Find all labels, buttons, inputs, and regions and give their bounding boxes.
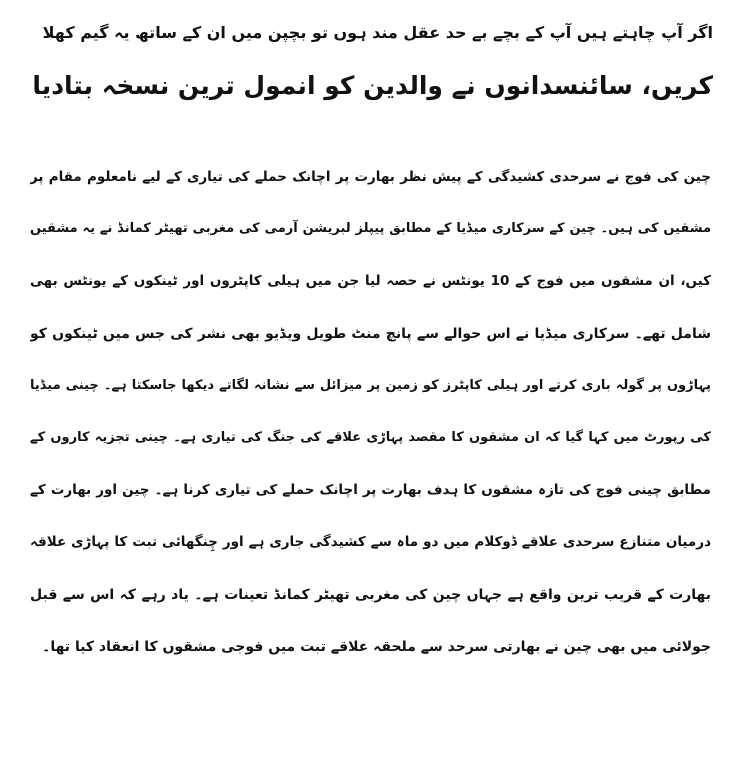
article-line: کی رپورٹ میں کہا گیا کہ ان مشقوں کا مقصد پہاڑی علاقے کی جنگ کی تیاری ہے۔ چینی تجزیہ کاروں کے: [30, 429, 711, 445]
headline-line: کریں، سائنسدانوں نے والدین کو انمول ترین نسخہ بتادیا: [32, 71, 713, 100]
article-line: کیں، ان مشقوں میں فوج کے 10 یونٹس نے حصہ لیا جن میں ہیلی کاپٹروں اور ٹینکوں کے یونٹس بھی: [30, 273, 711, 290]
article-line: مطابق چینی فوج کی تازہ مشقوں کا ہدف بھارت پر اچانک حملے کی تیاری کرنا ہے۔ چین اور بھارت کے: [30, 482, 711, 499]
headline-line: اگر آپ چاہتے ہیں آپ کے بچے بے حد عقل مند ہوں تو بچپن میں ان کے ساتھ یہ گیم کھلا: [42, 23, 713, 42]
article-line: جولائی میں بھی چین نے بھارتی سرحد سے ملحقہ علاقے تبت میں فوجی مشقوں کا انعقاد کیا تھا۔: [42, 638, 711, 655]
article-line: شامل تھے۔ سرکاری میڈیا نے اس حوالے سے پانچ منٹ طویل ویڈیو بھی نشر کی جس میں ٹینکوں کو: [30, 325, 711, 342]
article-line: چین کی فوج نے سرحدی کشیدگی کے پیش نظر بھارت پر اچانک حملے کی تیاری کے لیے نامعلوم مقام پر: [30, 169, 711, 185]
article-line: درمیان متنازع سرحدی علاقے ڈوکلام میں دو ماہ سے کشیدگی جاری ہے اور چِنگھائی تبت کا پہاڑی علاقہ: [30, 534, 711, 551]
article-line: مشقیں کی ہیں۔ چین کے سرکاری میڈیا کے مطابق پیپلز لبریشن آرمی کی مغربی تھیٹر کمانڈ نے یہ مشقیں: [30, 221, 711, 237]
article-line: پہاڑوں پر گولہ باری کرتے اور ہیلی کاپٹرز کو زمین پر میزائل سے نشانہ لگاتے دیکھا جاسکتا ہے۔ چینی میڈیا: [30, 377, 711, 393]
article-body: [30, 162, 711, 684]
headline: [30, 18, 713, 124]
article-line: بھارت کے قریب ترین واقع ہے جہاں چین کی مغربی تھیٹر کمانڈ تعینات ہے۔ یاد رہے کہ اس سے قبل: [30, 586, 711, 603]
